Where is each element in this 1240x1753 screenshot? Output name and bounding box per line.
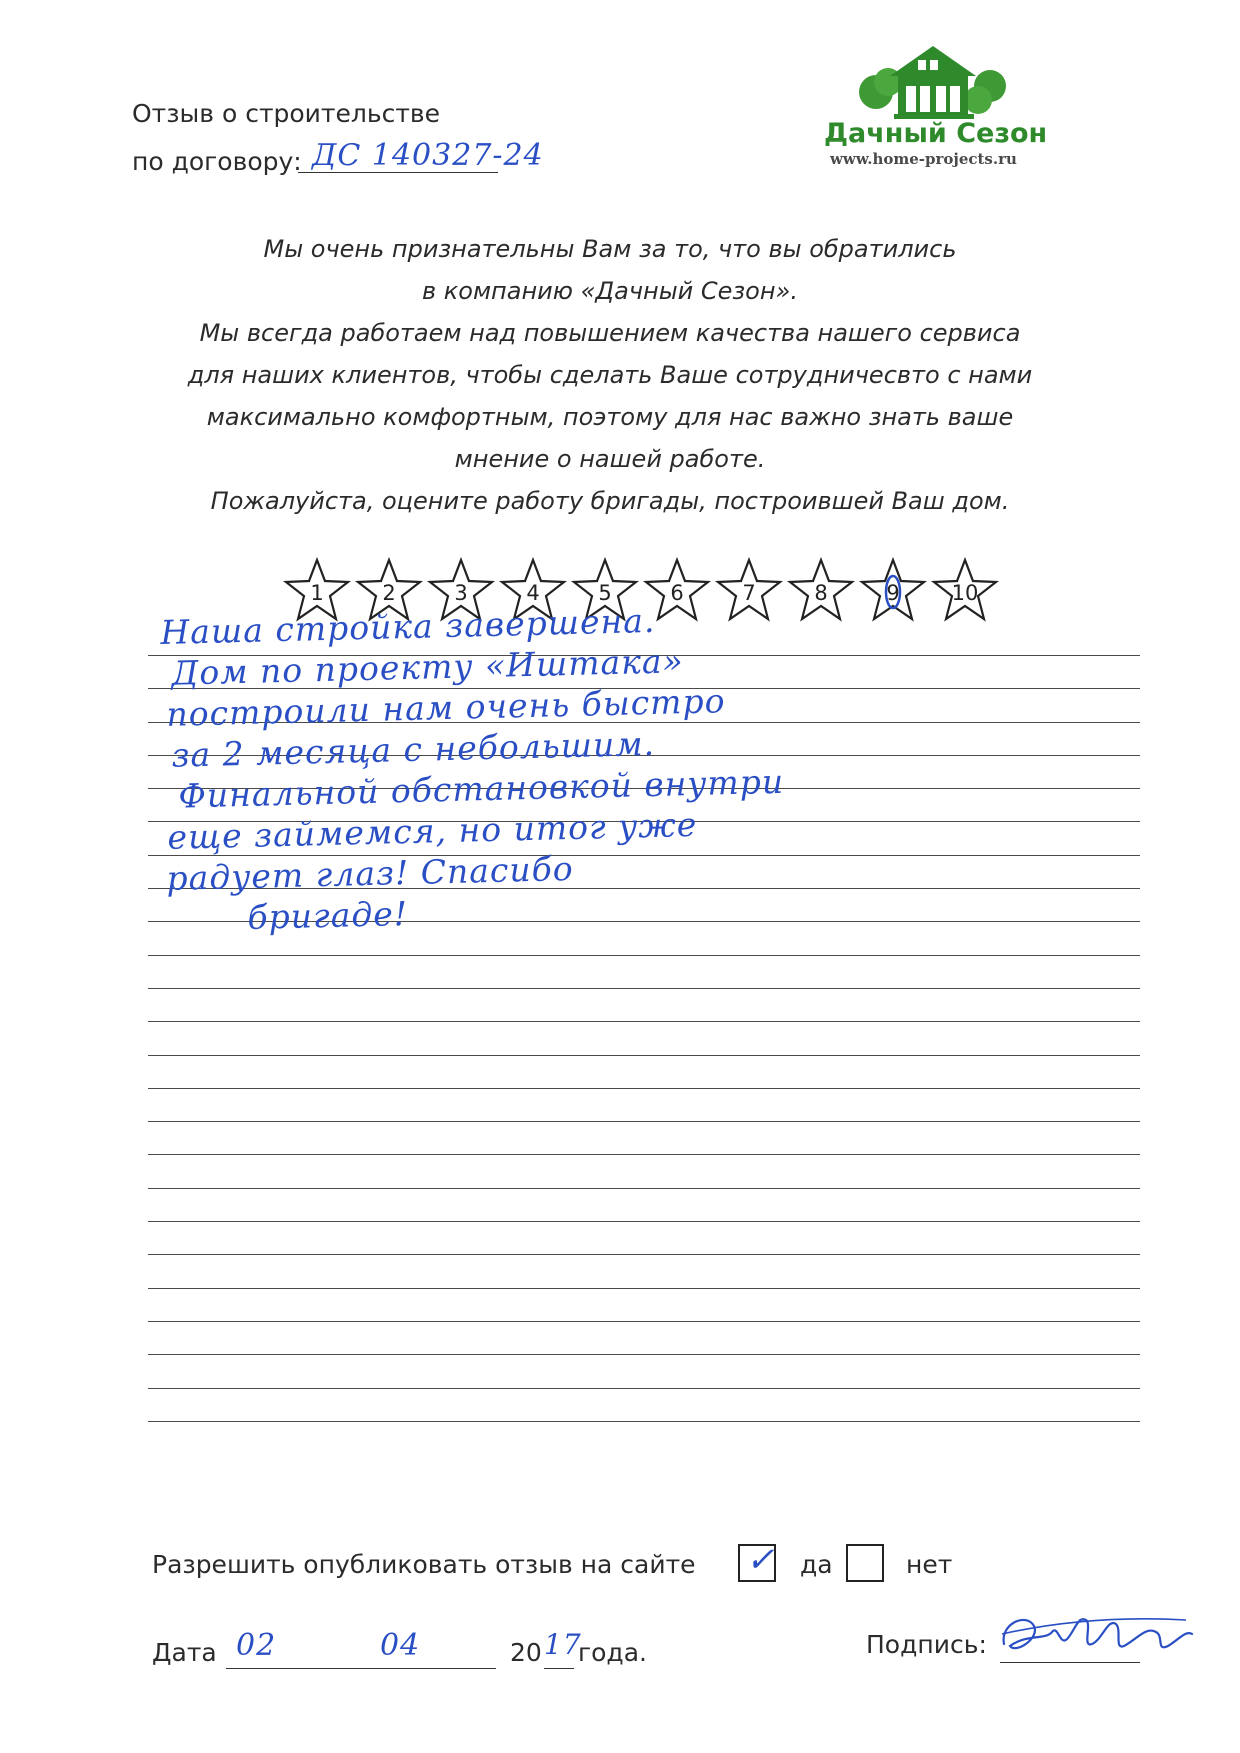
rating-star-7[interactable]: 7 <box>714 556 784 626</box>
contract-number: ДС 140327-24 <box>312 138 544 173</box>
rating-star-2[interactable]: 2 <box>354 556 424 626</box>
intro-text <box>130 228 1090 522</box>
date-year-word: года. <box>578 1638 647 1667</box>
rating-star-8[interactable]: 8 <box>786 556 856 626</box>
intro-line: Мы всегда работаем над повышением качества нашего сервиса <box>199 319 1021 347</box>
rating-star-1[interactable]: 1 <box>282 556 352 626</box>
contract-label: по договору: <box>132 147 302 176</box>
review-line: еще займемся, но итог уже <box>167 804 698 857</box>
publish-no-checkbox[interactable] <box>846 1544 884 1582</box>
intro-line: для наших клиентов, чтобы сделать Ваше сотрудничесвто с нами <box>187 361 1033 389</box>
intro-line: в компанию «Дачный Сезон». <box>422 277 798 305</box>
rating-star-9[interactable]: 9 <box>858 556 928 626</box>
review-line: Наша стройка завершена. <box>160 600 656 652</box>
publish-yes-label: да <box>800 1550 833 1579</box>
intro-line: максимально комфортным, поэтому для нас важно знать ваше <box>206 403 1014 431</box>
review-line: построили нам очень быстро <box>166 681 726 734</box>
rating-star-10[interactable]: 10 <box>930 556 1000 626</box>
publish-label: Разрешить опубликовать отзыв на сайте <box>152 1550 696 1579</box>
date-day: 02 <box>236 1628 277 1663</box>
review-text <box>160 588 1143 940</box>
review-line: Финальной обстановкой внутри <box>178 761 785 816</box>
publish-yes-checkbox[interactable] <box>738 1540 776 1582</box>
date-month: 04 <box>380 1628 421 1663</box>
handwritten-signature <box>996 1604 1196 1674</box>
review-line: за 2 месяца с небольшим. <box>171 723 656 775</box>
review-line: бригаде! <box>247 894 409 937</box>
date-year-suffix: 17 <box>544 1628 582 1661</box>
year-underline <box>544 1668 574 1669</box>
date-underline <box>226 1668 496 1669</box>
intro-line: мнение о нашей работе. <box>454 445 766 473</box>
rating-star-6[interactable]: 6 <box>642 556 712 626</box>
intro-line: Пожалуйста, оцените работу бригады, построившей Ваш дом. <box>210 487 1010 515</box>
form-title: Отзыв о строительстве <box>132 99 440 128</box>
publish-no-label: нет <box>906 1550 953 1579</box>
rating-star-4[interactable]: 4 <box>498 556 568 626</box>
logo-name: Дачный Сезон <box>824 118 1048 149</box>
date-year-prefix: 20 <box>510 1638 542 1667</box>
signature-label: Подпись: <box>866 1630 987 1659</box>
intro-line: Мы очень признательны Вам за то, что вы обратились <box>263 235 957 263</box>
review-line: радует глаз! Спасибо <box>166 848 575 898</box>
logo-url: www.home-projects.ru <box>830 150 1017 168</box>
review-line: Дом по проекту «Иштака» <box>171 641 685 693</box>
rating-star-5[interactable]: 5 <box>570 556 640 626</box>
date-label: Дата <box>152 1638 217 1667</box>
yes-check-mark: ✓ <box>746 1540 776 1580</box>
house-logo-icon <box>858 42 1008 122</box>
rating-star-3[interactable]: 3 <box>426 556 496 626</box>
